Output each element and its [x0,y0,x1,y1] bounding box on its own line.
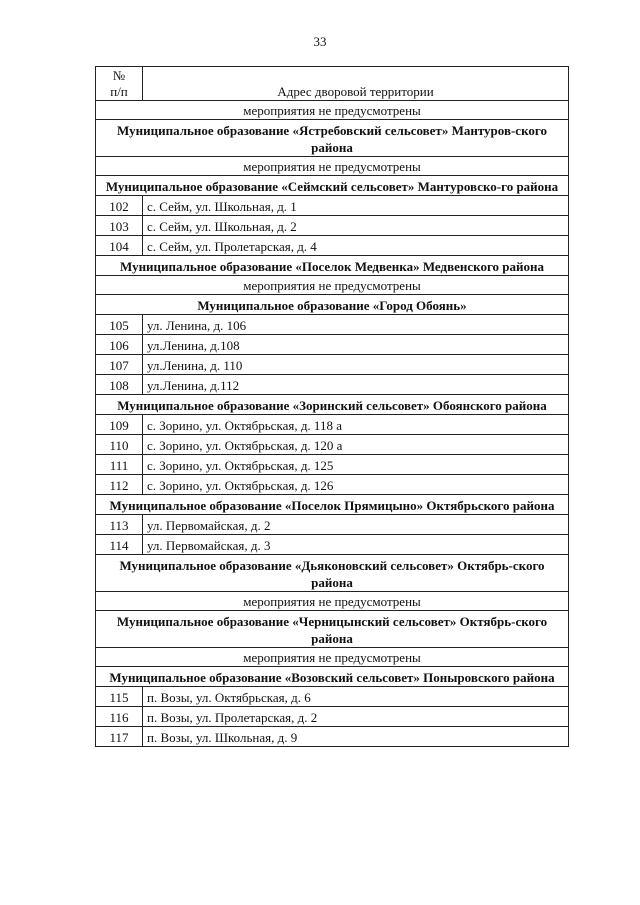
municipality-heading-row [96,495,569,515]
table-row [96,375,569,395]
row-address: п. Возы, ул. Октябрьская, д. 6 [143,687,569,707]
no-activities-note: мероприятия не предусмотрены [96,101,569,120]
row-number: 103 [96,216,143,236]
table-row [96,236,569,256]
row-number: 107 [96,355,143,375]
municipality-heading-row [96,611,569,648]
municipality-heading: Муниципальное образование «Сеймский сельсовет» Мантуровско-го района [96,176,569,196]
table-row [96,707,569,727]
row-address: ул. Первомайская, д. 2 [143,515,569,535]
municipality-heading-row [96,176,569,196]
row-address: ул.Ленина, д.108 [143,335,569,355]
row-number: 111 [96,455,143,475]
municipality-heading-row [96,395,569,415]
table-row [96,335,569,355]
row-number: 102 [96,196,143,216]
municipality-heading-row [96,256,569,276]
table-row [96,435,569,455]
row-number: 113 [96,515,143,535]
municipality-heading: Муниципальное образование «Зоринский сельсовет» Обоянского района [96,395,569,415]
row-number: 117 [96,727,143,747]
no-activities-row [96,101,569,120]
table-header-row [96,67,569,101]
municipality-heading-row [96,295,569,315]
row-address: ул. Ленина, д. 106 [143,315,569,335]
table-row [96,475,569,495]
no-activities-note: мероприятия не предусмотрены [96,648,569,667]
row-number: 108 [96,375,143,395]
municipality-heading: Муниципальное образование «Поселок Медвенка» Медвенского района [96,256,569,276]
municipality-heading: Муниципальное образование «Поселок Прямицыно» Октябрьского района [96,495,569,515]
municipality-heading-row [96,555,569,592]
row-number: 112 [96,475,143,495]
row-number: 104 [96,236,143,256]
no-activities-row [96,592,569,611]
no-activities-row [96,276,569,295]
no-activities-note: мероприятия не предусмотрены [96,157,569,176]
table-row [96,315,569,335]
row-address: с. Сейм, ул. Пролетарская, д. 4 [143,236,569,256]
row-address: с. Зорино, ул. Октябрьская, д. 120 а [143,435,569,455]
row-number: 114 [96,535,143,555]
header-number-cell [96,67,143,101]
municipality-heading-row [96,120,569,157]
header-address-cell: Адрес дворовой территории [143,67,569,101]
row-address: с. Сейм, ул. Школьная, д. 1 [143,196,569,216]
row-number: 110 [96,435,143,455]
row-number: 105 [96,315,143,335]
municipality-heading: Муниципальное образование «Дьяконовский сельсовет» Октябрь-ского района [96,555,569,592]
table-row [96,455,569,475]
row-address: п. Возы, ул. Школьная, д. 9 [143,727,569,747]
municipality-heading: Муниципальное образование «Город Обоянь» [96,295,569,315]
header-number-label: п/п [110,84,128,99]
row-address: с. Сейм, ул. Школьная, д. 2 [143,216,569,236]
row-address: ул.Ленина, д. 110 [143,355,569,375]
row-address: ул. Первомайская, д. 3 [143,535,569,555]
table-row [96,515,569,535]
table-row [96,535,569,555]
no-activities-row [96,157,569,176]
row-address: ул.Ленина, д.112 [143,375,569,395]
address-table [95,66,569,747]
no-activities-row [96,648,569,667]
row-number: 106 [96,335,143,355]
table-row [96,687,569,707]
municipality-heading-row [96,667,569,687]
no-activities-note: мероприятия не предусмотрены [96,276,569,295]
row-address: с. Зорино, ул. Октябрьская, д. 118 а [143,415,569,435]
municipality-heading: Муниципальное образование «Ястребовский сельсовет» Мантуров-ского района [96,120,569,157]
page-number: 33 [313,34,327,49]
row-address: с. Зорино, ул. Октябрьская, д. 125 [143,455,569,475]
row-number: 109 [96,415,143,435]
table-body [96,67,569,747]
header-number-symbol: № [112,68,126,83]
table-row [96,415,569,435]
municipality-heading: Муниципальное образование «Возовский сельсовет» Поныровского района [96,667,569,687]
row-number: 115 [96,687,143,707]
row-number: 116 [96,707,143,727]
table-row [96,216,569,236]
no-activities-note: мероприятия не предусмотрены [96,592,569,611]
table-row [96,355,569,375]
municipality-heading: Муниципальное образование «Черницынский сельсовет» Октябрь-ского района [96,611,569,648]
row-address: с. Зорино, ул. Октябрьская, д. 126 [143,475,569,495]
table-row [96,727,569,747]
table-row [96,196,569,216]
row-address: п. Возы, ул. Пролетарская, д. 2 [143,707,569,727]
